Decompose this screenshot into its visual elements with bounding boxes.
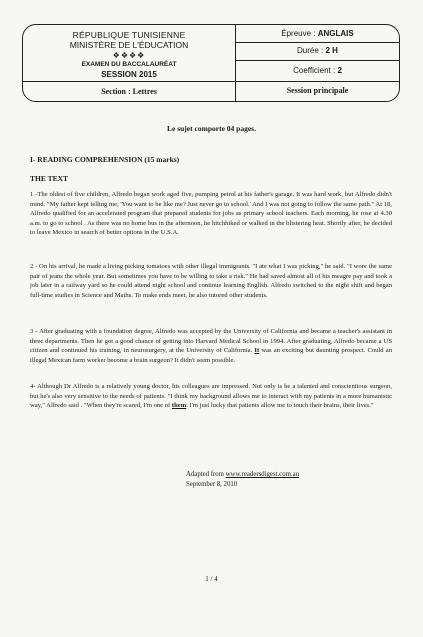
duration-cell [236, 42, 399, 61]
ministry-label: MINISTÈRE DE L'ÉDUCATION [69, 40, 189, 50]
source-link[interactable]: www.readersdigest.com.au [225, 471, 299, 478]
ornament-glyphs: ❖❖❖❖ [112, 51, 146, 60]
source-citation [186, 470, 299, 489]
exam-label: EXAMEN DU BACCALAURÉAT [81, 61, 177, 68]
subject-cell [236, 25, 399, 43]
paragraph-1: 1 -The oldest of five children, Alfredo began work aged five, pumping petrol at his father's garage. It was hard work, but Alfredo didn't mind. "My father kept telling me, 'You want to be like me? Just never go to school.' And I was not going to follow the same path." At 18, Alfredo qualified for an accelerated program that prepared students for jobs as primary school teachers. Each morning, he rose at 4.30 a.m. to go to school . As there was no home bus in the afternoon, he hitchhiked or walked in the blistering heat. Shortly after, he decided to leave Mexico in search of better options in the U.S.A. [30, 191, 392, 237]
paragraph-3 [30, 327, 392, 365]
paragraph-4 [30, 382, 392, 411]
source-date: September 8, 2010 [186, 480, 238, 488]
paragraph-3-part-b: was an exciting but daunting prospect. Could an illegal Mexican farm worker become a brain surgeon? It didn't seem possible. [30, 347, 392, 364]
coefficient-cell [236, 60, 399, 82]
underlined-it: It [254, 347, 260, 355]
duration-label: Durée : [297, 46, 324, 55]
paragraph-2: 2 - On his arrival, he made a living picking tomatoes with other illegal immigrants. "I ate what I was picking," he said. "I wore the same pair of jeans the whole year. But sometimes you have to be willing to take a risk." He had saved almost all of his meagre pay and took a job later in a railway yard so he could attend night school and continue learning English. Alfredo switched to the night shift and began full-time studies in Science and Maths. To make ends meet, he also tutored other students. [30, 263, 392, 299]
pages-note: Le sujet comporte 04 pages. [167, 124, 256, 133]
section-label: Section : Lettres [23, 81, 235, 102]
coefficient-value: 2 [337, 66, 342, 75]
page-number: 1 / 4 [205, 575, 218, 583]
republic-label: RÉPUBLIQUE TUNISIENNE [72, 30, 186, 40]
header-left-panel [23, 25, 236, 101]
subject-value: ANGLAIS [317, 29, 354, 38]
paragraph-3-part-a: 3 - After graduating with a foundation degree, Alfredo was accepted by the University of California and became a teacher's assistant in three departments. Then he got a good chance of getting into Harvard Medical School in 1994. After graduating, Alfredo became a US citizen and continued his training, in neurosurgery, at the University of California. [30, 328, 392, 355]
header-right-panel [236, 25, 399, 101]
section-title: I- READING COMPREHENSION (15 marks) [30, 155, 180, 164]
session-type: Session principale [286, 86, 349, 95]
exam-header [22, 24, 400, 102]
underlined-them: them [171, 402, 187, 410]
paragraph-4-part-b: . I'm just lucky that patients allow me to touch their brains, their lives." [186, 402, 374, 410]
adapted-from-label: Adapted from [186, 471, 226, 478]
session-year: SESSION 2015 [101, 70, 157, 79]
duration-value: 2 H [325, 46, 338, 55]
text-title: THE TEXT [30, 174, 69, 183]
subject-label: Épreuve : [281, 29, 316, 38]
paragraph-4-part-a: 4- Although Dr Alfredo is a relatively young doctor, his colleagues are impressed. Not only is he a talented and conscientious surgeon, but he's also very sensitive to the needs of patients. "I think my background allows me to interact with my patients in a more humanistic way," Alfredo said . "When they're scared, I'm one of [30, 383, 392, 410]
coefficient-label: Coefficient : [293, 66, 336, 75]
